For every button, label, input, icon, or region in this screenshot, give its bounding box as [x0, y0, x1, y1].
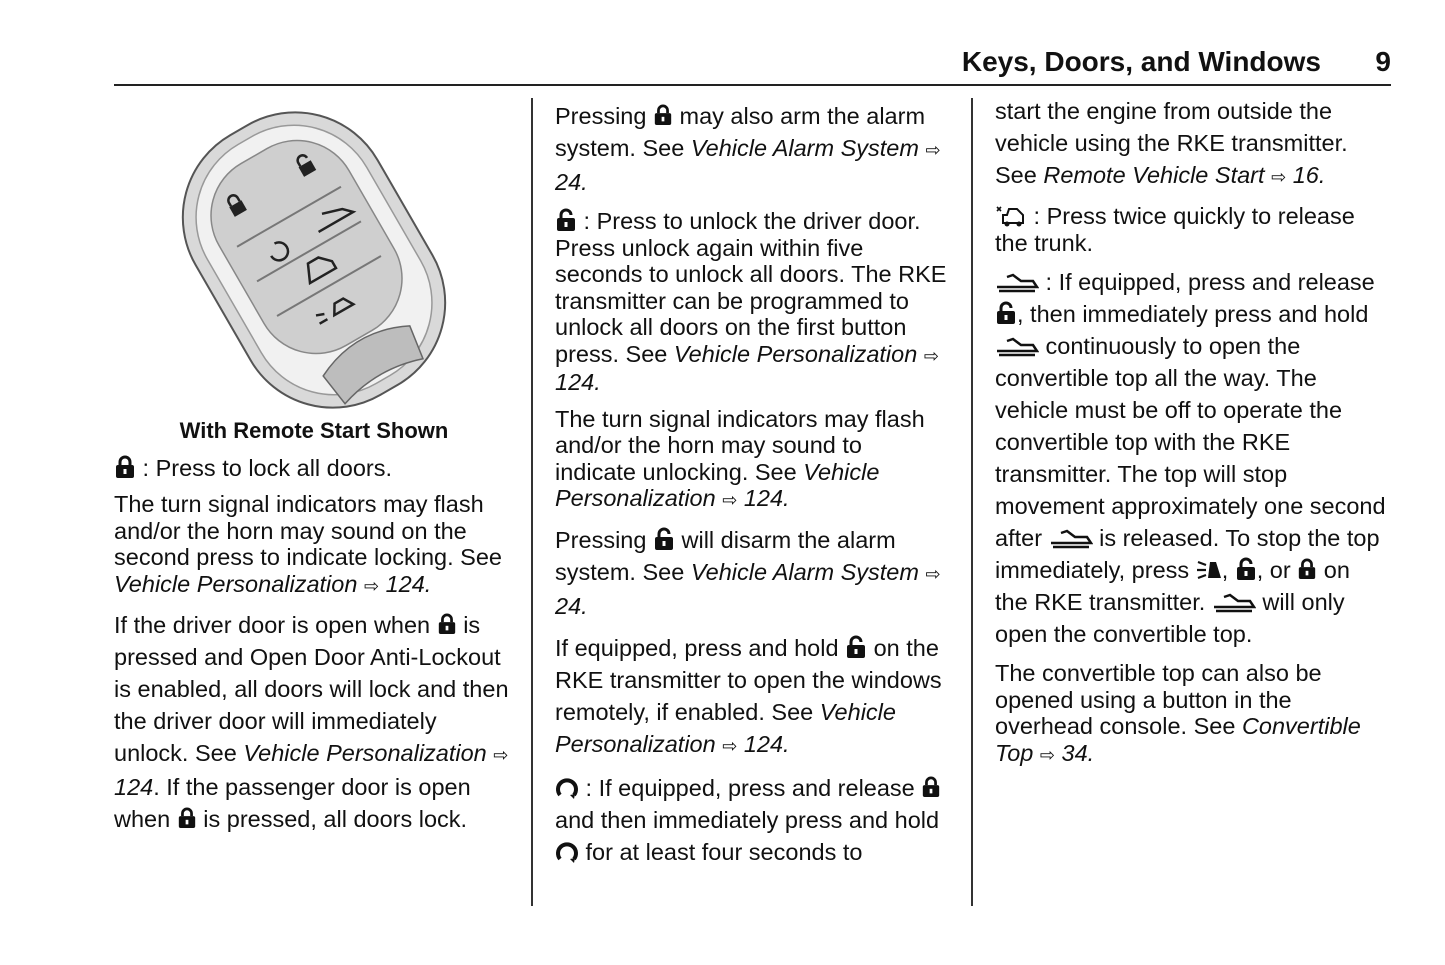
convertible-top-icon	[995, 335, 1039, 357]
paragraph-text: : Press to unlock the driver door. Press unlock again within five seconds to unlock all doors. The RKE transmitter can be programmed to unlock all doors on the first button press. See	[555, 208, 947, 367]
paragraph	[995, 660, 1387, 768]
paragraph-text: Pressing	[555, 526, 647, 553]
paragraph	[555, 632, 947, 762]
xref-link[interactable]: Vehicle Personalization	[673, 340, 918, 367]
paragraph-text: will only open the convertible top.	[995, 589, 1345, 647]
paragraph-text: The turn signal indicators may flash and/or the horn may sound on the second press to indicate locking. See	[114, 491, 502, 570]
panic-icon	[1196, 559, 1222, 581]
convertible-top-icon	[1049, 527, 1093, 549]
paragraph	[114, 491, 514, 599]
column-right	[995, 95, 1387, 778]
paragraph-text: , or	[1256, 557, 1291, 583]
key-fob-illustration	[114, 100, 514, 418]
xref-arrow-icon: ⇨	[722, 490, 738, 510]
xref-page[interactable]: 24.	[555, 169, 588, 195]
paragraph-text: : If equipped, press and release	[1045, 269, 1375, 295]
paragraph-text: The turn signal indicators may flash and/or the horn may sound to indicate unlocking. See	[555, 405, 925, 485]
xref-link[interactable]: Vehicle Personalization	[243, 740, 487, 766]
remote-start-icon	[555, 839, 579, 863]
xref-link[interactable]: Vehicle Personalization	[555, 698, 896, 757]
paragraph-text: continuously to open the convertible top all the way. The vehicle must be off to operate the convertible top with the RKE transmitter. The top will stop movement approximately one second after	[995, 333, 1386, 551]
column-middle	[555, 100, 947, 878]
paragraph	[555, 524, 947, 622]
lock-icon	[1297, 557, 1317, 581]
xref-page[interactable]: 16.	[1292, 162, 1326, 188]
paragraph-text: ,	[1221, 557, 1229, 583]
paragraph-text: start the engine from outside the vehicle using the RKE transmitter. See	[995, 98, 1348, 188]
paragraph-text: If equipped, press and hold	[555, 634, 839, 661]
paragraph-text: is pressed and Open Door Anti-Lockout is enabled, all doors will lock and then the driver door will immediately unlock. See	[114, 612, 509, 766]
paragraph-text: for at least four seconds to	[585, 838, 863, 865]
xref-link[interactable]: Convertible Top	[995, 713, 1361, 766]
unlock-icon	[845, 635, 867, 659]
xref-page[interactable]: 124	[114, 774, 154, 800]
section-title: Keys, Doors, and Windows	[961, 46, 1321, 77]
paragraph-text: If the driver door is open when	[114, 612, 431, 638]
xref-link[interactable]: Vehicle Alarm System	[690, 135, 919, 161]
paragraph-text: The convertible top can also be opened using a button in the overhead console. See	[995, 660, 1322, 739]
column-divider	[971, 98, 973, 906]
remote-start-icon	[555, 775, 579, 799]
xref-link[interactable]: Vehicle Personalization	[114, 570, 358, 597]
paragraph	[555, 100, 947, 198]
xref-arrow-icon: ⇨	[1039, 744, 1055, 765]
lock-description	[114, 455, 514, 482]
paragraph-text: and then immediately press and hold	[555, 806, 940, 833]
paragraph-text: is pressed, all doors lock.	[203, 806, 468, 832]
xref-link[interactable]: Vehicle Alarm System	[690, 558, 919, 585]
unlock-icon	[653, 527, 675, 551]
lock-icon	[114, 455, 136, 479]
paragraph-text: Pressing	[555, 103, 647, 129]
unlock-icon	[555, 208, 577, 232]
trunk-description	[995, 203, 1387, 256]
paragraph	[995, 95, 1387, 193]
xref-arrow-icon: ⇨	[363, 575, 380, 596]
lock-icon	[653, 103, 673, 127]
page-header	[114, 46, 1391, 86]
lock-icon	[437, 612, 457, 636]
page-number: 9	[1375, 46, 1391, 77]
xref-arrow-icon: ⇨	[1271, 167, 1287, 187]
convertible-top-icon	[1212, 591, 1256, 613]
paragraph-text: : Press twice quickly to release the trunk.	[995, 203, 1355, 256]
paragraph-text: on the RKE transmitter.	[995, 557, 1350, 615]
xref-arrow-icon: ⇨	[493, 745, 509, 765]
lock-icon	[177, 806, 197, 830]
unlock-description	[555, 208, 947, 396]
xref-arrow-icon: ⇨	[925, 563, 941, 584]
xref-link[interactable]: Remote Vehicle Start	[1043, 162, 1265, 188]
xref-page[interactable]: 24.	[555, 592, 588, 619]
paragraph-text: . If the passenger door is open when	[114, 774, 471, 832]
xref-page[interactable]: 124.	[743, 730, 790, 757]
xref-page[interactable]: 124.	[385, 570, 432, 597]
xref-page[interactable]: 34.	[1061, 739, 1095, 766]
xref-page[interactable]: 124.	[555, 369, 601, 395]
xref-arrow-icon: ⇨	[923, 345, 939, 366]
column-left	[114, 100, 514, 845]
unlock-icon	[995, 301, 1017, 325]
lock-intro-text: : Press to lock all doors.	[142, 454, 392, 481]
xref-page[interactable]: 124.	[743, 485, 790, 511]
trunk-icon	[995, 203, 1027, 227]
paragraph-text: on the RKE transmitter to open the windows remotely, if enabled. See	[555, 634, 942, 725]
xref-link[interactable]: Vehicle Personalization	[555, 458, 880, 511]
paragraph-text: , then immediately press and hold	[1017, 301, 1369, 327]
paragraph-text: is released. To stop the top immediately, press	[995, 525, 1380, 583]
figure-caption: With Remote Start Shown	[179, 418, 449, 443]
xref-arrow-icon: ⇨	[722, 735, 738, 756]
key-fob-figure	[114, 100, 514, 418]
remote-start-description	[555, 772, 947, 868]
xref-arrow-icon: ⇨	[925, 140, 941, 160]
paragraph-text: may also arm the alarm system. See	[555, 103, 926, 161]
paragraph-text: will disarm the alarm system. See	[555, 526, 896, 585]
column-divider	[531, 98, 533, 906]
convertible-top-icon	[995, 271, 1039, 293]
paragraph	[114, 609, 514, 835]
paragraph	[555, 406, 947, 514]
convertible-description	[995, 266, 1387, 650]
lock-icon	[921, 775, 941, 799]
paragraph-text: : If equipped, press and release	[585, 774, 915, 801]
unlock-icon	[1235, 557, 1257, 581]
